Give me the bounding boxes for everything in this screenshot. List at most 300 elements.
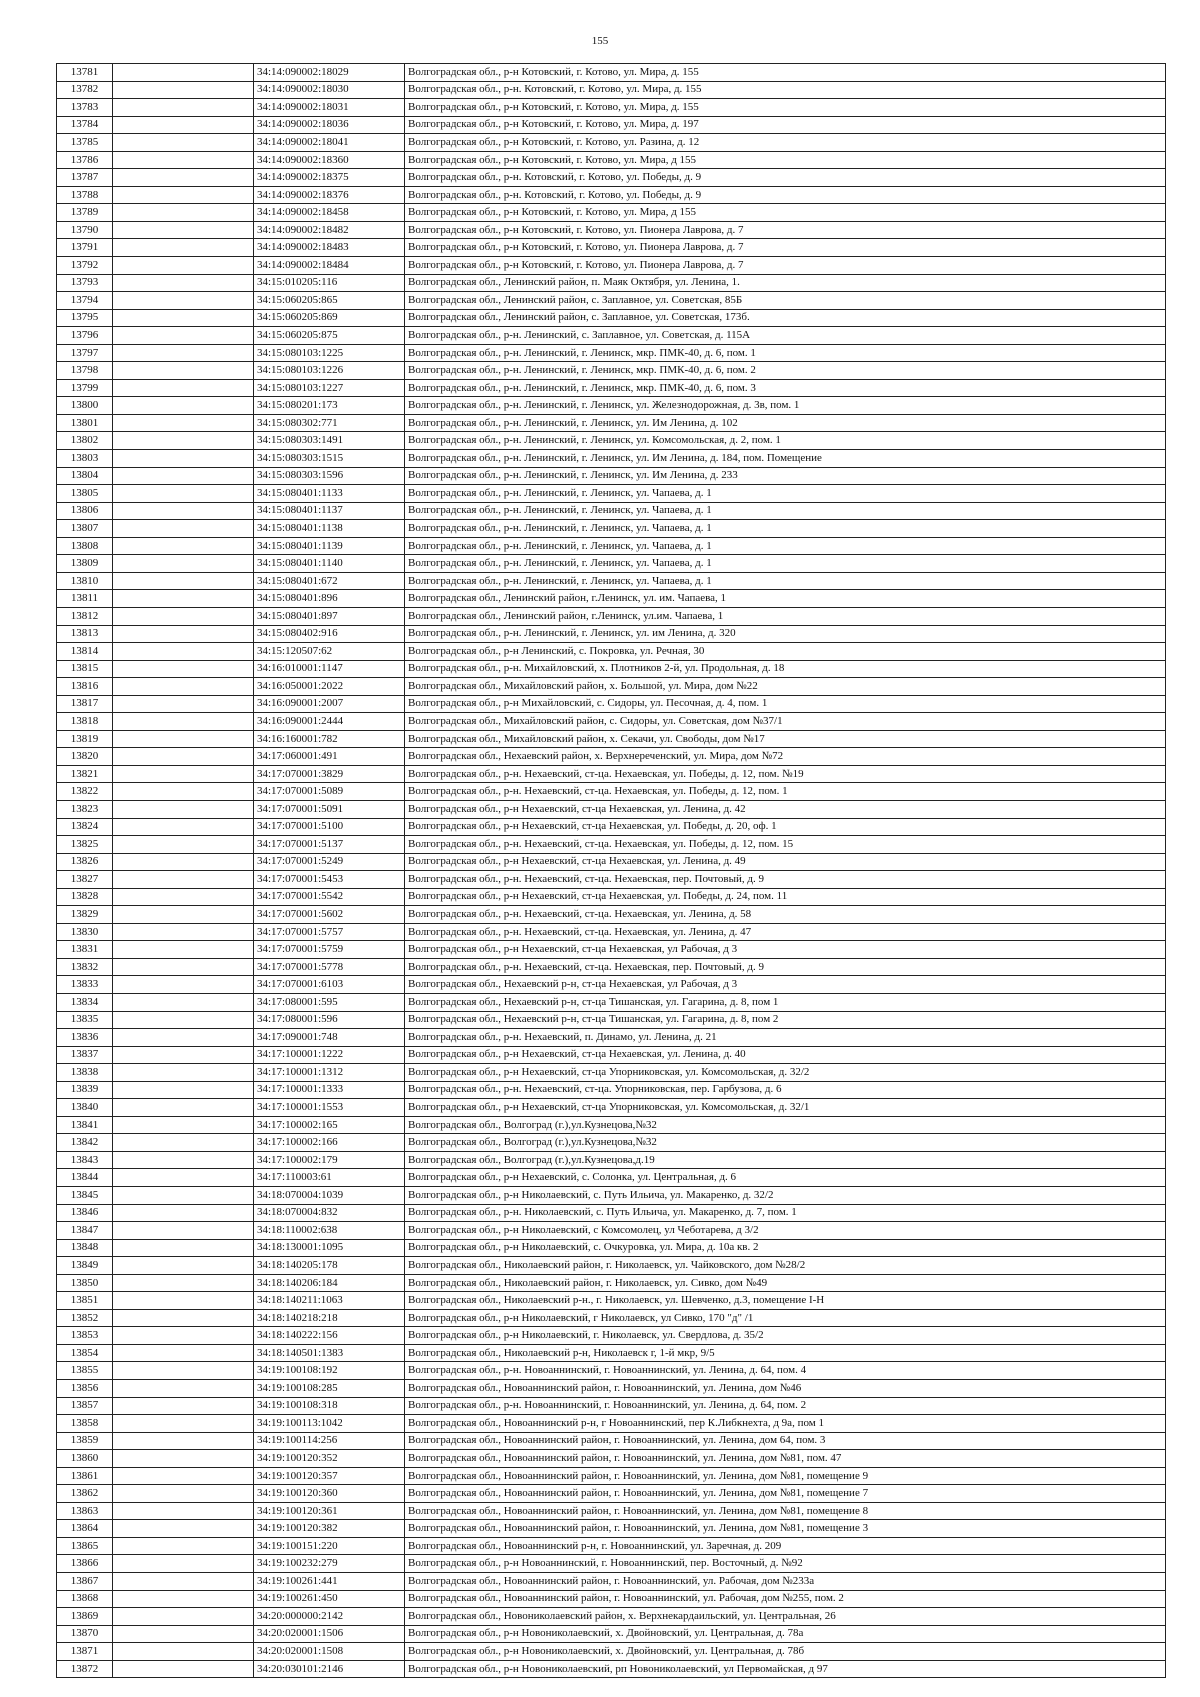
address-cell: Волгоградская обл., Волгоград (г.),ул.Кузнецова,№32 bbox=[405, 1116, 1166, 1134]
table-row bbox=[57, 502, 1166, 520]
cadastral-number-cell: 34:17:070001:5091 bbox=[254, 800, 405, 818]
address-cell: Волгоградская обл., р-н. Нехаевский, ст-ца. Упорниковская, пер. Гарбузова, д. 6 bbox=[405, 1081, 1166, 1099]
row-number-cell: 13821 bbox=[57, 765, 113, 783]
cadastral-number-cell: 34:19:100151:220 bbox=[254, 1537, 405, 1555]
table-row bbox=[57, 292, 1166, 310]
address-cell: Волгоградская обл., Михайловский район, х. Секачи, ул. Свободы, дом №17 bbox=[405, 730, 1166, 748]
cadastral-number-cell: 34:19:100108:285 bbox=[254, 1380, 405, 1398]
table-row bbox=[57, 1397, 1166, 1415]
address-cell: Волгоградская обл., р-н. Нехаевский, ст-ца. Нехаевская, пер. Почтовый, д. 9 bbox=[405, 958, 1166, 976]
blank-cell bbox=[113, 1064, 254, 1082]
row-number-cell: 13810 bbox=[57, 572, 113, 590]
table-row bbox=[57, 572, 1166, 590]
cadastral-number-cell: 34:19:100232:279 bbox=[254, 1555, 405, 1573]
table-row bbox=[57, 1625, 1166, 1643]
address-cell: Волгоградская обл., р-н. Нехаевский, ст-ца. Нехаевская, пер. Почтовый, д. 9 bbox=[405, 871, 1166, 889]
blank-cell bbox=[113, 853, 254, 871]
registry-table bbox=[56, 63, 1166, 1678]
row-number-cell: 13829 bbox=[57, 906, 113, 924]
blank-cell bbox=[113, 906, 254, 924]
address-cell: Волгоградская обл., р-н Николаевский, г. Николаевск, ул. Свердлова, д. 35/2 bbox=[405, 1327, 1166, 1345]
registry-table-body bbox=[57, 64, 1166, 1678]
row-number-cell: 13842 bbox=[57, 1134, 113, 1152]
cadastral-number-cell: 34:18:070004:832 bbox=[254, 1204, 405, 1222]
row-number-cell: 13796 bbox=[57, 327, 113, 345]
table-row bbox=[57, 134, 1166, 152]
blank-cell bbox=[113, 748, 254, 766]
blank-cell bbox=[113, 1625, 254, 1643]
row-number-cell: 13813 bbox=[57, 625, 113, 643]
address-cell: Волгоградская обл., р-н Котовский, г. Котово, ул. Мира, д 155 bbox=[405, 151, 1166, 169]
row-number-cell: 13793 bbox=[57, 274, 113, 292]
row-number-cell: 13841 bbox=[57, 1116, 113, 1134]
table-row bbox=[57, 1362, 1166, 1380]
blank-cell bbox=[113, 590, 254, 608]
table-row bbox=[57, 1011, 1166, 1029]
table-row bbox=[57, 1380, 1166, 1398]
cadastral-number-cell: 34:15:060205:869 bbox=[254, 309, 405, 327]
blank-cell bbox=[113, 1590, 254, 1608]
cadastral-number-cell: 34:14:090002:18036 bbox=[254, 116, 405, 134]
cadastral-number-cell: 34:14:090002:18376 bbox=[254, 186, 405, 204]
address-cell: Волгоградская обл., р-н. Котовский, г. Котово, ул. Победы, д. 9 bbox=[405, 169, 1166, 187]
table-row bbox=[57, 800, 1166, 818]
table-row bbox=[57, 818, 1166, 836]
blank-cell bbox=[113, 1116, 254, 1134]
table-row bbox=[57, 1573, 1166, 1591]
blank-cell bbox=[113, 344, 254, 362]
address-cell: Волгоградская обл., р-н Котовский, г. Котово, ул. Мира, д 155 bbox=[405, 204, 1166, 222]
address-cell: Волгоградская обл., р-н. Нехаевский, ст-ца. Нехаевская, ул. Победы, д. 12, пом. 15 bbox=[405, 836, 1166, 854]
row-number-cell: 13816 bbox=[57, 678, 113, 696]
table-row bbox=[57, 765, 1166, 783]
cadastral-number-cell: 34:17:100001:1222 bbox=[254, 1046, 405, 1064]
cadastral-number-cell: 34:15:060205:875 bbox=[254, 327, 405, 345]
table-row bbox=[57, 520, 1166, 538]
row-number-cell: 13787 bbox=[57, 169, 113, 187]
cadastral-number-cell: 34:18:140501:1383 bbox=[254, 1344, 405, 1362]
blank-cell bbox=[113, 1239, 254, 1257]
cadastral-number-cell: 34:17:070001:5602 bbox=[254, 906, 405, 924]
address-cell: Волгоградская обл., р-н. Ленинский, г. Ленинск, ул. Им Ленина, д. 184, пом. Помещение bbox=[405, 450, 1166, 468]
row-number-cell: 13814 bbox=[57, 643, 113, 661]
cadastral-number-cell: 34:19:100120:357 bbox=[254, 1467, 405, 1485]
cadastral-number-cell: 34:20:020001:1506 bbox=[254, 1625, 405, 1643]
table-row bbox=[57, 467, 1166, 485]
row-number-cell: 13847 bbox=[57, 1222, 113, 1240]
address-cell: Волгоградская обл., Николаевский р-н., г. Николаевск, ул. Шевченко, д.3, помещение I-Н bbox=[405, 1292, 1166, 1310]
address-cell: Волгоградская обл., р-н. Михайловский, х. Плотников 2-й, ул. Продольная, д. 18 bbox=[405, 660, 1166, 678]
cadastral-number-cell: 34:17:070001:5757 bbox=[254, 923, 405, 941]
address-cell: Волгоградская обл., Нехаевский р-н, ст-ца Нехаевская, ул Рабочая, д 3 bbox=[405, 976, 1166, 994]
table-row bbox=[57, 1239, 1166, 1257]
table-row bbox=[57, 379, 1166, 397]
address-cell: Волгоградская обл., Нехаевский район, х. Верхнереченский, ул. Мира, дом №72 bbox=[405, 748, 1166, 766]
cadastral-number-cell: 34:15:080402:916 bbox=[254, 625, 405, 643]
table-row bbox=[57, 204, 1166, 222]
row-number-cell: 13837 bbox=[57, 1046, 113, 1064]
address-cell: Волгоградская обл., р-н. Ленинский, г. Ленинск, ул. Им Ленина, д. 102 bbox=[405, 414, 1166, 432]
address-cell: Волгоградская обл., Новоаннинский район, г. Новоаннинский, ул. Рабочая, дом №255, пом. 2 bbox=[405, 1590, 1166, 1608]
cadastral-number-cell: 34:15:120507:62 bbox=[254, 643, 405, 661]
table-row bbox=[57, 1064, 1166, 1082]
address-cell: Волгоградская обл., Новоаннинский район, г. Новоаннинский, ул. Ленина, дом №81, помещение 3 bbox=[405, 1520, 1166, 1538]
blank-cell bbox=[113, 713, 254, 731]
row-number-cell: 13827 bbox=[57, 871, 113, 889]
address-cell: Волгоградская обл., р-н Михайловский, с. Сидоры, ул. Песочная, д. 4, пом. 1 bbox=[405, 695, 1166, 713]
address-cell: Волгоградская обл., р-н. Котовский, г. Котово, ул. Мира, д. 155 bbox=[405, 81, 1166, 99]
address-cell: Волгоградская обл., Новониколаевский район, х. Верхнекардаильский, ул. Центральная, 26 bbox=[405, 1608, 1166, 1626]
address-cell: Волгоградская обл., р-н. Нехаевский, ст-ца. Нехаевская, ул. Победы, д. 12, пом. 1 bbox=[405, 783, 1166, 801]
blank-cell bbox=[113, 958, 254, 976]
row-number-cell: 13872 bbox=[57, 1660, 113, 1678]
table-row bbox=[57, 64, 1166, 82]
address-cell: Волгоградская обл., р-н Котовский, г. Котово, ул. Мира, д. 155 bbox=[405, 64, 1166, 82]
address-cell: Волгоградская обл., Михайловский район, х. Большой, ул. Мира, дом №22 bbox=[405, 678, 1166, 696]
address-cell: Волгоградская обл., р-н Нехаевский, ст-ца Нехаевская, ул. Ленина, д. 49 bbox=[405, 853, 1166, 871]
address-cell: Волгоградская обл., р-н. Ленинский, г. Ленинск, ул. им Ленина, д. 320 bbox=[405, 625, 1166, 643]
row-number-cell: 13801 bbox=[57, 414, 113, 432]
blank-cell bbox=[113, 467, 254, 485]
blank-cell bbox=[113, 1327, 254, 1345]
row-number-cell: 13789 bbox=[57, 204, 113, 222]
blank-cell bbox=[113, 379, 254, 397]
address-cell: Волгоградская обл., р-н. Новоаннинский, г. Новоаннинский, ул. Ленина, д. 64, пом. 2 bbox=[405, 1397, 1166, 1415]
cadastral-number-cell: 34:20:030101:2146 bbox=[254, 1660, 405, 1678]
address-cell: Волгоградская обл., р-н. Нехаевский, ст-ца. Нехаевская, ул. Ленина, д. 58 bbox=[405, 906, 1166, 924]
blank-cell bbox=[113, 520, 254, 538]
cadastral-number-cell: 34:15:080103:1227 bbox=[254, 379, 405, 397]
table-row bbox=[57, 1327, 1166, 1345]
row-number-cell: 13786 bbox=[57, 151, 113, 169]
table-row bbox=[57, 239, 1166, 257]
address-cell: Волгоградская обл., Нехаевский р-н, ст-ца Тишанская, ул. Гагарина, д. 8, пом 1 bbox=[405, 993, 1166, 1011]
blank-cell bbox=[113, 450, 254, 468]
table-row bbox=[57, 1502, 1166, 1520]
cadastral-number-cell: 34:14:090002:18375 bbox=[254, 169, 405, 187]
row-number-cell: 13850 bbox=[57, 1274, 113, 1292]
cadastral-number-cell: 34:17:100001:1553 bbox=[254, 1099, 405, 1117]
cadastral-number-cell: 34:14:090002:18030 bbox=[254, 81, 405, 99]
blank-cell bbox=[113, 941, 254, 959]
row-number-cell: 13870 bbox=[57, 1625, 113, 1643]
cadastral-number-cell: 34:20:000000:2142 bbox=[254, 1608, 405, 1626]
blank-cell bbox=[113, 239, 254, 257]
address-cell: Волгоградская обл., р-н. Новоаннинский, г. Новоаннинский, ул. Ленина, д. 64, пом. 4 bbox=[405, 1362, 1166, 1380]
cadastral-number-cell: 34:18:140211:1063 bbox=[254, 1292, 405, 1310]
cadastral-number-cell: 34:18:070004:1039 bbox=[254, 1187, 405, 1205]
address-cell: Волгоградская обл., Новоаннинский район, г. Новоаннинский, ул. Ленина, дом 64, пом. 3 bbox=[405, 1432, 1166, 1450]
address-cell: Волгоградская обл., р-н Котовский, г. Котово, ул. Мира, д. 155 bbox=[405, 99, 1166, 117]
row-number-cell: 13795 bbox=[57, 309, 113, 327]
cadastral-number-cell: 34:17:090001:748 bbox=[254, 1029, 405, 1047]
blank-cell bbox=[113, 1573, 254, 1591]
row-number-cell: 13863 bbox=[57, 1502, 113, 1520]
address-cell: Волгоградская обл., р-н. Ленинский, г. Ленинск, ул. Комсомольская, д. 2, пом. 1 bbox=[405, 432, 1166, 450]
blank-cell bbox=[113, 1555, 254, 1573]
cadastral-number-cell: 34:15:080401:672 bbox=[254, 572, 405, 590]
blank-cell bbox=[113, 1380, 254, 1398]
cadastral-number-cell: 34:17:100002:165 bbox=[254, 1116, 405, 1134]
row-number-cell: 13781 bbox=[57, 64, 113, 82]
cadastral-number-cell: 34:15:080201:173 bbox=[254, 397, 405, 415]
row-number-cell: 13871 bbox=[57, 1643, 113, 1661]
address-cell: Волгоградская обл., р-н Котовский, г. Котово, ул. Пионера Лаврова, д. 7 bbox=[405, 239, 1166, 257]
blank-cell bbox=[113, 221, 254, 239]
cadastral-number-cell: 34:17:070001:5100 bbox=[254, 818, 405, 836]
cadastral-number-cell: 34:19:100113:1042 bbox=[254, 1415, 405, 1433]
table-row bbox=[57, 450, 1166, 468]
row-number-cell: 13808 bbox=[57, 537, 113, 555]
table-row bbox=[57, 1222, 1166, 1240]
cadastral-number-cell: 34:17:080001:596 bbox=[254, 1011, 405, 1029]
table-row bbox=[57, 871, 1166, 889]
row-number-cell: 13849 bbox=[57, 1257, 113, 1275]
cadastral-number-cell: 34:19:100120:352 bbox=[254, 1450, 405, 1468]
address-cell: Волгоградская обл., р-н. Ленинский, г. Ленинск, ул. Им Ленина, д. 233 bbox=[405, 467, 1166, 485]
address-cell: Волгоградская обл., Николаевский р-н, Николаевск г, 1-й мкр, 9/5 bbox=[405, 1344, 1166, 1362]
address-cell: Волгоградская обл., р-н. Ленинский, г. Ленинск, ул. Чапаева, д. 1 bbox=[405, 572, 1166, 590]
cadastral-number-cell: 34:15:080303:1491 bbox=[254, 432, 405, 450]
table-row bbox=[57, 1643, 1166, 1661]
row-number-cell: 13807 bbox=[57, 520, 113, 538]
blank-cell bbox=[113, 414, 254, 432]
row-number-cell: 13830 bbox=[57, 923, 113, 941]
blank-cell bbox=[113, 99, 254, 117]
row-number-cell: 13784 bbox=[57, 116, 113, 134]
address-cell: Волгоградская обл., Новоаннинский р-н, г Новоаннинский, пер К.Либкнехта, д 9а, пом 1 bbox=[405, 1415, 1166, 1433]
address-cell: Волгоградская обл., р-н. Нехаевский, п. Динамо, ул. Ленина, д. 21 bbox=[405, 1029, 1166, 1047]
row-number-cell: 13861 bbox=[57, 1467, 113, 1485]
table-row bbox=[57, 1187, 1166, 1205]
blank-cell bbox=[113, 1502, 254, 1520]
cadastral-number-cell: 34:19:100120:361 bbox=[254, 1502, 405, 1520]
cadastral-number-cell: 34:19:100120:360 bbox=[254, 1485, 405, 1503]
blank-cell bbox=[113, 257, 254, 275]
blank-cell bbox=[113, 1029, 254, 1047]
table-row bbox=[57, 1432, 1166, 1450]
cadastral-number-cell: 34:17:070001:5453 bbox=[254, 871, 405, 889]
table-row bbox=[57, 1029, 1166, 1047]
row-number-cell: 13857 bbox=[57, 1397, 113, 1415]
blank-cell bbox=[113, 976, 254, 994]
table-row bbox=[57, 590, 1166, 608]
address-cell: Волгоградская обл., р-н Ленинский, с. Покровка, ул. Речная, 30 bbox=[405, 643, 1166, 661]
cadastral-number-cell: 34:16:010001:1147 bbox=[254, 660, 405, 678]
blank-cell bbox=[113, 1151, 254, 1169]
row-number-cell: 13822 bbox=[57, 783, 113, 801]
address-cell: Волгоградская обл., р-н Новониколаевский, рп Новониколаевский, ул Первомайская, д 97 bbox=[405, 1660, 1166, 1678]
blank-cell bbox=[113, 432, 254, 450]
blank-cell bbox=[113, 1660, 254, 1678]
blank-cell bbox=[113, 169, 254, 187]
address-cell: Волгоградская обл., Николаевский район, г. Николаевск, ул. Сивко, дом №49 bbox=[405, 1274, 1166, 1292]
table-row bbox=[57, 625, 1166, 643]
address-cell: Волгоградская обл., Ленинский район, г.Ленинск, ул.им. Чапаева, 1 bbox=[405, 607, 1166, 625]
row-number-cell: 13783 bbox=[57, 99, 113, 117]
cadastral-number-cell: 34:16:090001:2444 bbox=[254, 713, 405, 731]
table-row bbox=[57, 1415, 1166, 1433]
blank-cell bbox=[113, 1169, 254, 1187]
row-number-cell: 13817 bbox=[57, 695, 113, 713]
cadastral-number-cell: 34:16:090001:2007 bbox=[254, 695, 405, 713]
blank-cell bbox=[113, 1134, 254, 1152]
cadastral-number-cell: 34:17:070001:5542 bbox=[254, 888, 405, 906]
cadastral-number-cell: 34:14:090002:18483 bbox=[254, 239, 405, 257]
address-cell: Волгоградская обл., р-н. Ленинский, г. Ленинск, ул. Чапаева, д. 1 bbox=[405, 555, 1166, 573]
row-number-cell: 13806 bbox=[57, 502, 113, 520]
address-cell: Волгоградская обл., Волгоград (г.),ул.Кузнецова,д.19 bbox=[405, 1151, 1166, 1169]
row-number-cell: 13835 bbox=[57, 1011, 113, 1029]
row-number-cell: 13794 bbox=[57, 292, 113, 310]
address-cell: Волгоградская обл., р-н Нехаевский, с. Солонка, ул. Центральная, д. 6 bbox=[405, 1169, 1166, 1187]
row-number-cell: 13839 bbox=[57, 1081, 113, 1099]
address-cell: Волгоградская обл., Новоаннинский район, г. Новоаннинский, ул. Ленина, дом №46 bbox=[405, 1380, 1166, 1398]
blank-cell bbox=[113, 572, 254, 590]
table-row bbox=[57, 1116, 1166, 1134]
blank-cell bbox=[113, 607, 254, 625]
cadastral-number-cell: 34:18:130001:1095 bbox=[254, 1239, 405, 1257]
blank-cell bbox=[113, 1099, 254, 1117]
cadastral-number-cell: 34:18:140218:218 bbox=[254, 1309, 405, 1327]
row-number-cell: 13836 bbox=[57, 1029, 113, 1047]
table-row bbox=[57, 221, 1166, 239]
table-row bbox=[57, 1309, 1166, 1327]
cadastral-number-cell: 34:17:070001:3829 bbox=[254, 765, 405, 783]
table-row bbox=[57, 432, 1166, 450]
table-row bbox=[57, 1134, 1166, 1152]
cadastral-number-cell: 34:15:080401:1139 bbox=[254, 537, 405, 555]
address-cell: Волгоградская обл., р-н Николаевский, с. Очкуровка, ул. Мира, д. 10а кв. 2 bbox=[405, 1239, 1166, 1257]
table-row bbox=[57, 1151, 1166, 1169]
address-cell: Волгоградская обл., р-н Нехаевский, ст-ца Упорниковская, ул. Комсомольская, д. 32/2 bbox=[405, 1064, 1166, 1082]
address-cell: Волгоградская обл., р-н. Ленинский, г. Ленинск, ул. Чапаева, д. 1 bbox=[405, 502, 1166, 520]
table-row bbox=[57, 1099, 1166, 1117]
table-row bbox=[57, 414, 1166, 432]
table-row bbox=[57, 362, 1166, 380]
cadastral-number-cell: 34:19:100114:256 bbox=[254, 1432, 405, 1450]
blank-cell bbox=[113, 204, 254, 222]
row-number-cell: 13844 bbox=[57, 1169, 113, 1187]
blank-cell bbox=[113, 660, 254, 678]
row-number-cell: 13855 bbox=[57, 1362, 113, 1380]
table-row bbox=[57, 274, 1166, 292]
blank-cell bbox=[113, 1187, 254, 1205]
row-number-cell: 13833 bbox=[57, 976, 113, 994]
address-cell: Волгоградская обл., Михайловский район, с. Сидоры, ул. Советская, дом №37/1 bbox=[405, 713, 1166, 731]
blank-cell bbox=[113, 643, 254, 661]
table-row bbox=[57, 327, 1166, 345]
row-number-cell: 13825 bbox=[57, 836, 113, 854]
cadastral-number-cell: 34:16:050001:2022 bbox=[254, 678, 405, 696]
blank-cell bbox=[113, 134, 254, 152]
row-number-cell: 13824 bbox=[57, 818, 113, 836]
row-number-cell: 13846 bbox=[57, 1204, 113, 1222]
row-number-cell: 13867 bbox=[57, 1573, 113, 1591]
blank-cell bbox=[113, 1608, 254, 1626]
row-number-cell: 13815 bbox=[57, 660, 113, 678]
table-row bbox=[57, 607, 1166, 625]
table-row bbox=[57, 836, 1166, 854]
address-cell: Волгоградская обл., р-н Нехаевский, ст-ца Упорниковская, ул. Комсомольская, д. 32/1 bbox=[405, 1099, 1166, 1117]
row-number-cell: 13859 bbox=[57, 1432, 113, 1450]
row-number-cell: 13854 bbox=[57, 1344, 113, 1362]
table-row bbox=[57, 1274, 1166, 1292]
cadastral-number-cell: 34:17:100001:1312 bbox=[254, 1064, 405, 1082]
table-row bbox=[57, 1292, 1166, 1310]
row-number-cell: 13845 bbox=[57, 1187, 113, 1205]
table-row bbox=[57, 888, 1166, 906]
address-cell: Волгоградская обл., р-н Нехаевский, ст-ца Нехаевская, ул Рабочая, д 3 bbox=[405, 941, 1166, 959]
table-row bbox=[57, 1204, 1166, 1222]
cadastral-number-cell: 34:14:090002:18029 bbox=[254, 64, 405, 82]
table-row bbox=[57, 1257, 1166, 1275]
row-number-cell: 13832 bbox=[57, 958, 113, 976]
table-row bbox=[57, 1169, 1166, 1187]
address-cell: Волгоградская обл., р-н Котовский, г. Котово, ул. Пионера Лаврова, д. 7 bbox=[405, 257, 1166, 275]
blank-cell bbox=[113, 1081, 254, 1099]
address-cell: Волгоградская обл., р-н Новониколаевский, х. Двойновский, ул. Центральная, д. 78б bbox=[405, 1643, 1166, 1661]
row-number-cell: 13804 bbox=[57, 467, 113, 485]
table-row bbox=[57, 537, 1166, 555]
cadastral-number-cell: 34:15:080302:771 bbox=[254, 414, 405, 432]
address-cell: Волгоградская обл., р-н. Ленинский, с. Заплавное, ул. Советская, д. 115А bbox=[405, 327, 1166, 345]
row-number-cell: 13834 bbox=[57, 993, 113, 1011]
address-cell: Волгоградская обл., р-н. Ленинский, г. Ленинск, мкр. ПМК-40, д. 6, пом. 1 bbox=[405, 344, 1166, 362]
row-number-cell: 13869 bbox=[57, 1608, 113, 1626]
address-cell: Волгоградская обл., р-н Котовский, г. Котово, ул. Пионера Лаврова, д. 7 bbox=[405, 221, 1166, 239]
blank-cell bbox=[113, 923, 254, 941]
row-number-cell: 13802 bbox=[57, 432, 113, 450]
table-row bbox=[57, 1485, 1166, 1503]
cadastral-number-cell: 34:19:100261:441 bbox=[254, 1573, 405, 1591]
table-row bbox=[57, 906, 1166, 924]
blank-cell bbox=[113, 1643, 254, 1661]
row-number-cell: 13823 bbox=[57, 800, 113, 818]
cadastral-number-cell: 34:14:090002:18484 bbox=[254, 257, 405, 275]
cadastral-number-cell: 34:15:010205:116 bbox=[254, 274, 405, 292]
blank-cell bbox=[113, 362, 254, 380]
blank-cell bbox=[113, 871, 254, 889]
blank-cell bbox=[113, 81, 254, 99]
page-number: 155 bbox=[591, 35, 609, 47]
table-row bbox=[57, 1608, 1166, 1626]
table-row bbox=[57, 1537, 1166, 1555]
row-number-cell: 13799 bbox=[57, 379, 113, 397]
blank-cell bbox=[113, 537, 254, 555]
row-number-cell: 13865 bbox=[57, 1537, 113, 1555]
cadastral-number-cell: 34:17:070001:5137 bbox=[254, 836, 405, 854]
address-cell: Волгоградская обл., Новоаннинский район, г. Новоаннинский, ул. Рабочая, дом №233а bbox=[405, 1573, 1166, 1591]
cadastral-number-cell: 34:14:090002:18360 bbox=[254, 151, 405, 169]
table-row bbox=[57, 151, 1166, 169]
table-row bbox=[57, 643, 1166, 661]
address-cell: Волгоградская обл., р-н. Ленинский, г. Ленинск, мкр. ПМК-40, д. 6, пом. 2 bbox=[405, 362, 1166, 380]
blank-cell bbox=[113, 1450, 254, 1468]
table-row bbox=[57, 397, 1166, 415]
cadastral-number-cell: 34:15:080401:897 bbox=[254, 607, 405, 625]
blank-cell bbox=[113, 1257, 254, 1275]
row-number-cell: 13790 bbox=[57, 221, 113, 239]
blank-cell bbox=[113, 274, 254, 292]
blank-cell bbox=[113, 993, 254, 1011]
table-row bbox=[57, 81, 1166, 99]
blank-cell bbox=[113, 555, 254, 573]
address-cell: Волгоградская обл., Ленинский район, с. Заплавное, ул. Советская, 173б. bbox=[405, 309, 1166, 327]
address-cell: Волгоградская обл., Николаевский район, г. Николаевск, ул. Чайковского, дом №28/2 bbox=[405, 1257, 1166, 1275]
table-row bbox=[57, 1590, 1166, 1608]
address-cell: Волгоградская обл., Новоаннинский район, г. Новоаннинский, ул. Ленина, дом №81, помещение 8 bbox=[405, 1502, 1166, 1520]
